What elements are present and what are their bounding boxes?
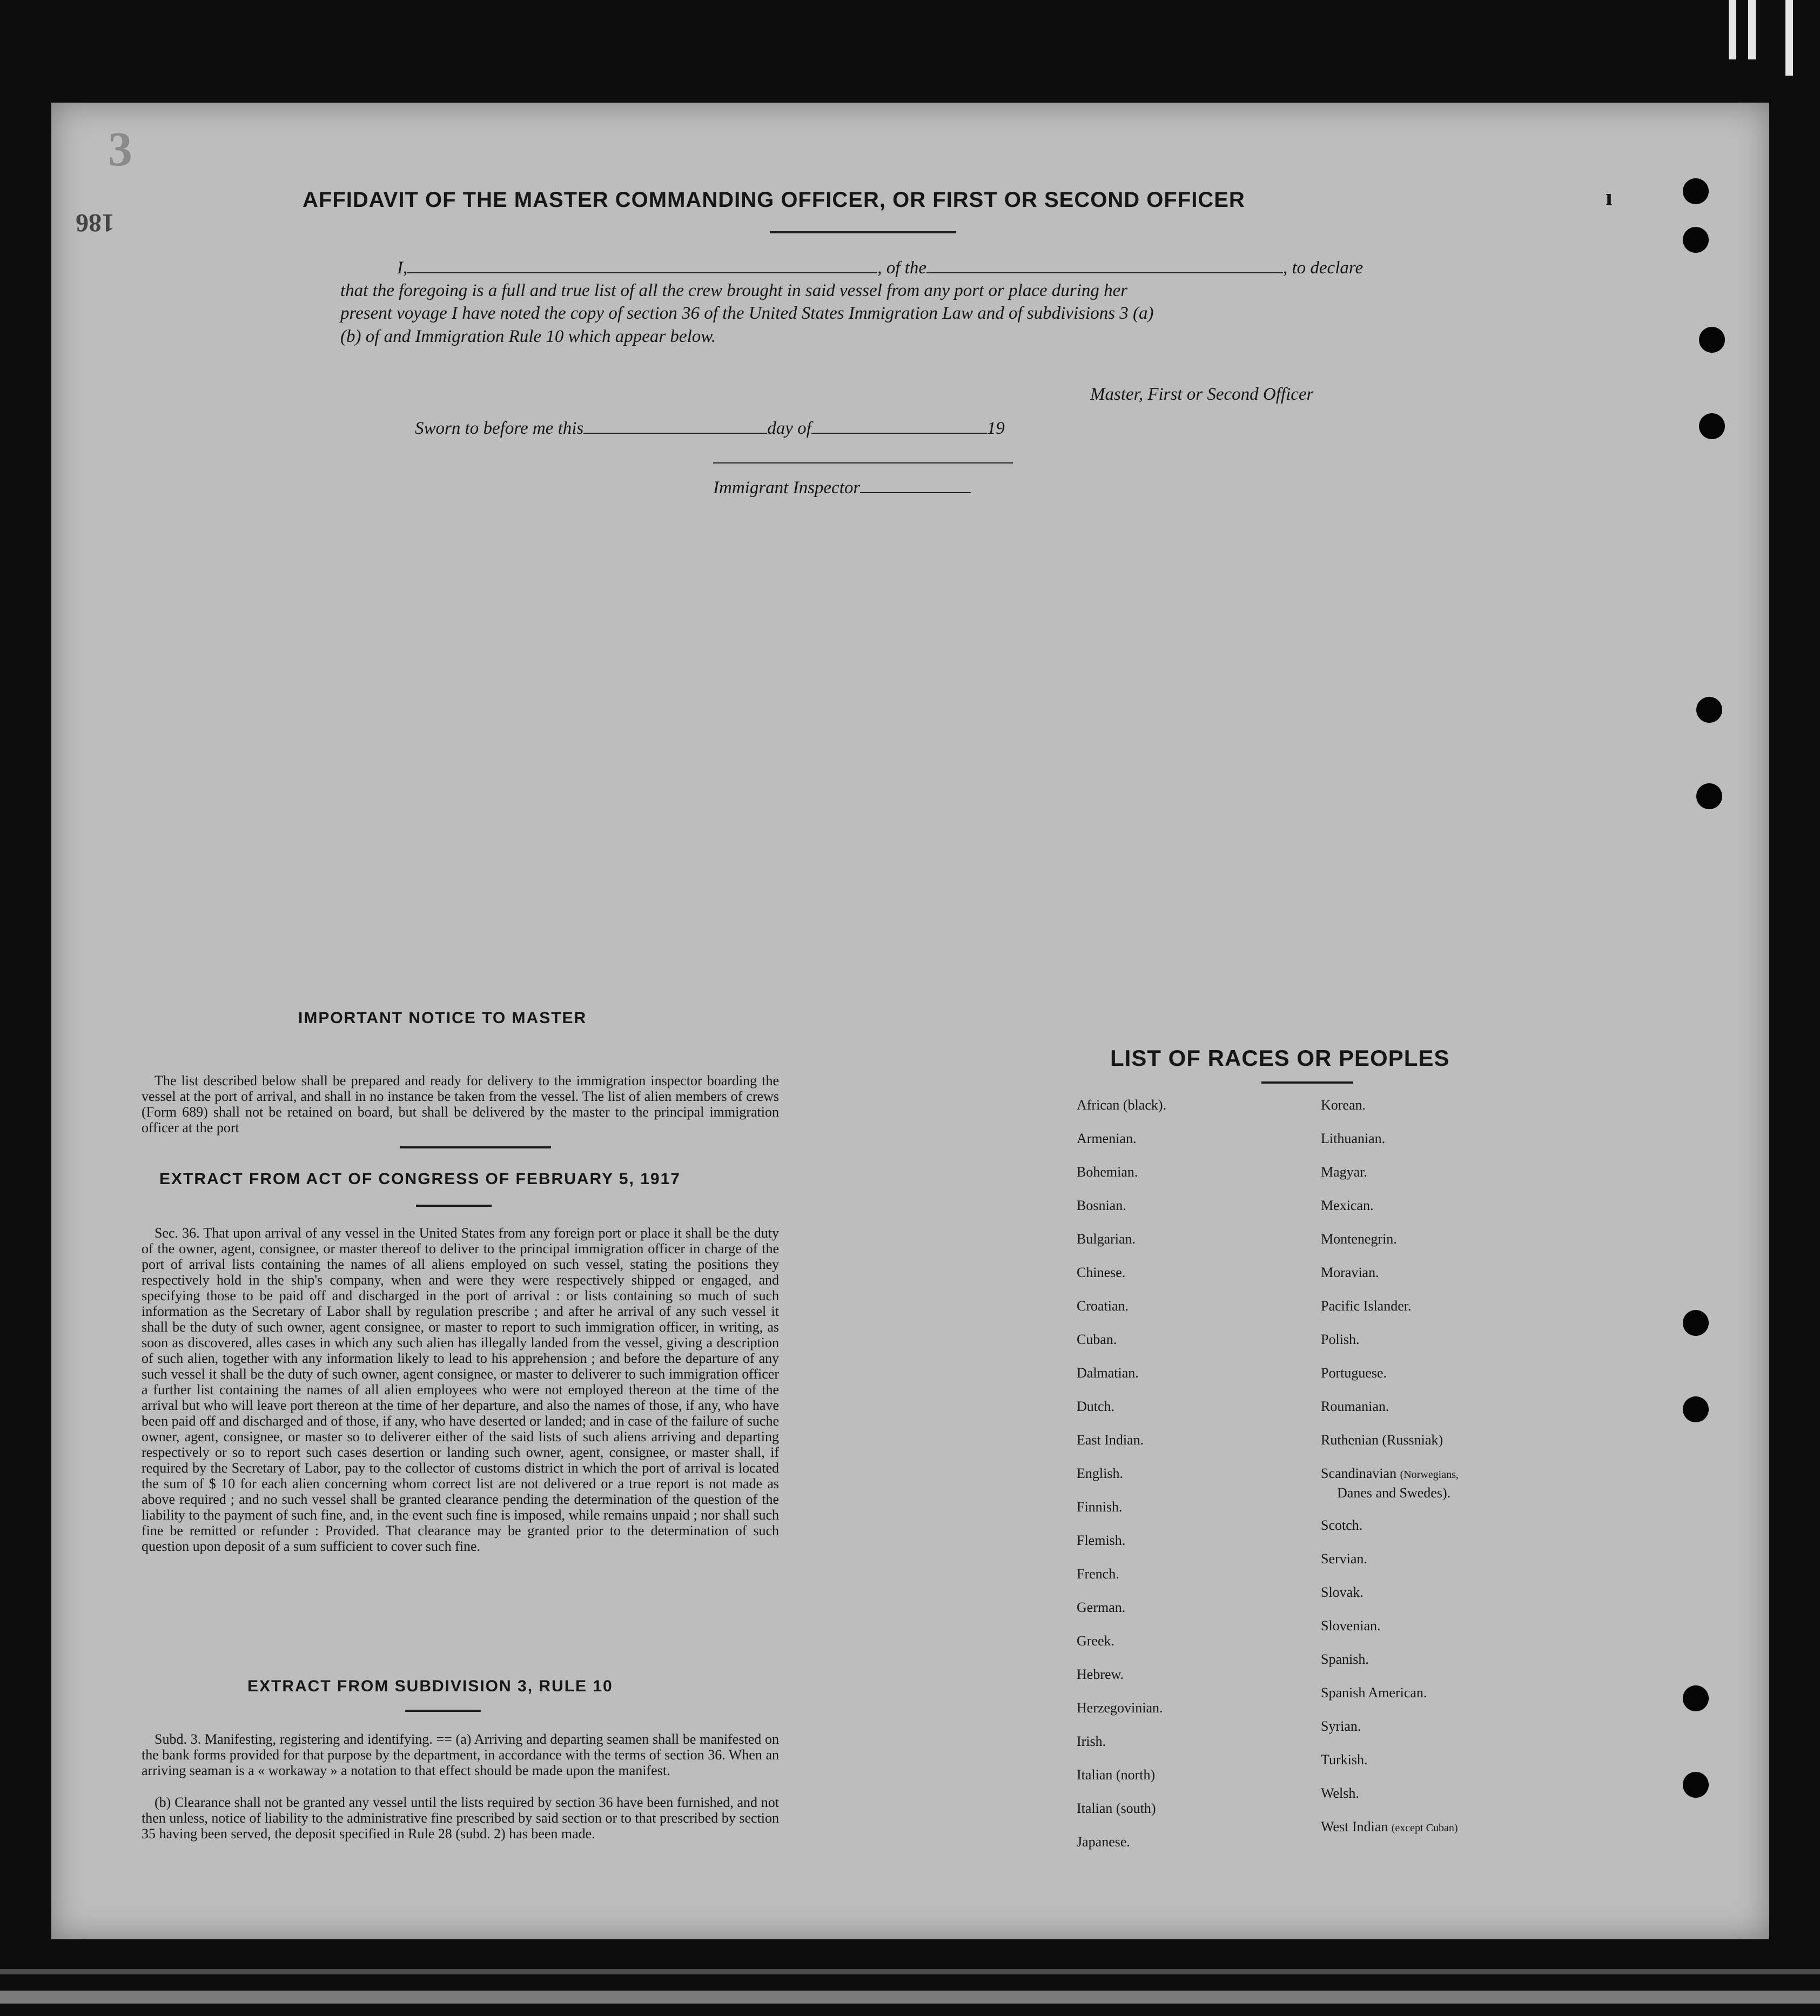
affidavit-line-1 xyxy=(397,258,1363,278)
race-item: Polish. xyxy=(1321,1332,1360,1347)
race-item: Mexican. xyxy=(1321,1198,1374,1213)
affidavit-i: I, xyxy=(397,258,408,278)
race-item: Italian (north) xyxy=(1077,1767,1156,1783)
race-item: Roumanian. xyxy=(1321,1399,1389,1414)
race-item: French. xyxy=(1077,1566,1119,1582)
race-item: Dutch. xyxy=(1077,1399,1115,1414)
punch-hole xyxy=(1683,227,1709,253)
month-blank xyxy=(811,432,987,434)
race-item: Welsh. xyxy=(1321,1785,1359,1801)
race-item: Bosnian. xyxy=(1077,1198,1126,1213)
day-blank xyxy=(583,432,767,434)
race-item: Lithuanian. xyxy=(1321,1131,1386,1146)
film-mark xyxy=(1785,0,1793,76)
race-scandinavian-note: (Norwegians, xyxy=(1400,1469,1459,1481)
race-item: Spanish. xyxy=(1321,1651,1369,1667)
race-item: Armenian. xyxy=(1077,1131,1137,1146)
race-item: Spanish American. xyxy=(1321,1685,1427,1701)
punch-hole xyxy=(1683,1310,1709,1336)
race-item: Cuban. xyxy=(1077,1332,1117,1347)
race-item: Greek. xyxy=(1077,1633,1115,1649)
punch-hole xyxy=(1696,697,1722,723)
extract-rule-rule xyxy=(405,1710,481,1712)
race-item: Moravian. xyxy=(1321,1265,1379,1280)
race-item xyxy=(1321,1462,1459,1485)
vessel-blank xyxy=(926,272,1283,273)
race-item: Chinese. xyxy=(1077,1265,1126,1280)
notice-rule xyxy=(400,1146,551,1148)
race-item: Bulgarian. xyxy=(1077,1231,1136,1247)
film-mark xyxy=(1748,0,1756,59)
races-column-1 xyxy=(1077,1088,1166,1859)
sworn-text: Sworn to before me this xyxy=(415,419,584,438)
inspector-blank xyxy=(860,492,971,493)
master-signature-label: Master, First or Second Officer xyxy=(1090,385,1314,404)
race-item: Dalmatian. xyxy=(1077,1365,1139,1381)
race-item: Herzegovinian. xyxy=(1077,1700,1163,1716)
film-mark xyxy=(1729,0,1736,59)
punch-hole xyxy=(1696,783,1722,809)
races-rule xyxy=(1261,1081,1353,1084)
race-item: English. xyxy=(1077,1466,1123,1481)
sworn-line xyxy=(415,419,1005,439)
sworn-day-of: day of xyxy=(767,419,811,438)
extract-rule-text-a: Subd. 3. Manifesting, registering and identifying. == (a) Arriving and departing seamen shall be manifested on the bank forms provided for that purpose by the department, in accordance with the terms of section 36. When an arriving seaman is a « workaway » a notation to that effect should be made upon the manifest. xyxy=(142,1731,779,1778)
race-item: Syrian. xyxy=(1321,1718,1361,1734)
race-item: Magyar. xyxy=(1321,1164,1367,1180)
inspector-label: Immigrant Inspector xyxy=(713,478,861,498)
race-item: Turkish. xyxy=(1321,1752,1368,1768)
scan-edge-bottom xyxy=(0,1991,1820,2004)
race-item: Flemish. xyxy=(1077,1533,1126,1548)
race-item: German. xyxy=(1077,1600,1126,1615)
notice-title: IMPORTANT NOTICE TO MASTER xyxy=(298,1009,587,1027)
extract-act-text: Sec. 36. That upon arrival of any vessel in the United States from any foreign port or place it shall be the duty of the owner, agent, consignee, or master thereof to deliver to the principal immigration officer in charge of the port of arrival lists containing the names of all aliens employed on such vessel, stating the positions they respectively hold in the ship's company, when and were they were respectively shipped or engaged, and specifying those to be paid off and discharged in the port of arrival : or lists containing so much of such information as the Secretary of Labor shall by regulation prescribe ; and after he arrival of any such vessel it shall be the duty of such owner, agent consignee, or master to report to such immigration officer, in writing, as soon as discovered, alles cases in which any such alien has illegally landed from the vessel, giving a description of such alien, together with any information likely to lead to his apprehension ; and before the departure of any such vessel it shall be the duty of such owner, agent consignee, or master to deliverer to such immigration officer a further list containing the names of all alien employees who were not employed thereon at the time of the arrival but who will leave port thereon at the time of her departure, and also the names of those, if any, who have been paid off and discharged and of those, if any, who have deserted or landed; and in case of the failure of suche owner, agent, consignee, or master so to deliverer either of the said lists of such aliens arriving and departing respectively or so to report such cases desertion or landing such owner, agent, consignee, or master shall, if required by the Secretary of Labor, pay to the collector of customs district in which the port of arrival is located the sum of $ 10 for each alien concerning whom correct list are not delivered or a true report is not made as above required ; and no such vessel shall be granted clearance pending the determination of the question of the liability to the payment of such fine, and, in the event such fine is imposed, while remains unpaid ; nor shall such fine be remitted or refunder : Provided. That clearance may be granted prior to the determination of such question upon deposit of a sum sufficient to cover such fine. xyxy=(142,1225,779,1554)
page-number-top: 3 xyxy=(108,123,132,176)
race-item: Montenegrin. xyxy=(1321,1231,1397,1247)
race-west-indian: West Indian xyxy=(1321,1819,1388,1834)
races-column-2 xyxy=(1321,1088,1459,1844)
punch-hole xyxy=(1699,327,1725,353)
extract-rule-title: EXTRACT FROM SUBDIVISION 3, RULE 10 xyxy=(247,1677,613,1695)
punch-hole xyxy=(1683,1685,1709,1711)
race-item: Bohemian. xyxy=(1077,1164,1138,1180)
race-item-continued xyxy=(1321,1485,1459,1509)
punch-hole xyxy=(1683,1772,1709,1798)
affidavit-line-4: (b) of and Immigration Rule 10 which appear below. xyxy=(340,327,716,346)
race-item: Pacific Islander. xyxy=(1321,1298,1412,1314)
punch-hole xyxy=(1683,1396,1709,1422)
name-blank xyxy=(407,272,877,273)
race-item: Japanese. xyxy=(1077,1834,1130,1850)
race-item: East Indian. xyxy=(1077,1432,1144,1448)
race-item xyxy=(1321,1810,1459,1844)
affidavit-mark: ı xyxy=(1606,183,1613,211)
race-item: Irish. xyxy=(1077,1733,1106,1749)
punch-hole xyxy=(1699,413,1725,439)
affidavit-line-2: that the foregoing is a full and true list of all the crew brought in said vessel from any port or place during her xyxy=(340,281,1128,300)
extract-act-title: EXTRACT FROM ACT OF CONGRESS OF FEBRUARY 5, 1917 xyxy=(159,1170,681,1188)
race-item: Servian. xyxy=(1321,1551,1367,1567)
punch-hole xyxy=(1683,178,1709,204)
race-scandinavian: Scandinavian xyxy=(1321,1466,1397,1481)
inspector-signature-blank xyxy=(713,462,1013,463)
races-title: LIST OF RACES OR PEOPLES xyxy=(1110,1045,1450,1071)
race-item: Portuguese. xyxy=(1321,1365,1387,1381)
scan-edge xyxy=(0,1969,1820,1974)
race-item: Hebrew. xyxy=(1077,1666,1124,1682)
race-item: African (black). xyxy=(1077,1097,1167,1113)
race-west-indian-note: (except Cuban) xyxy=(1391,1822,1458,1834)
affidavit-title: AFFIDAVIT OF THE MASTER COMMANDING OFFICER, OR FIRST OR SECOND OFFICER xyxy=(303,188,1245,212)
race-item: Slovak. xyxy=(1321,1584,1364,1600)
race-item: Slovenian. xyxy=(1321,1618,1381,1634)
extract-act-rule xyxy=(416,1205,492,1207)
race-item: Korean. xyxy=(1321,1097,1366,1113)
race-item: Ruthenian (Russniak) xyxy=(1321,1432,1443,1448)
race-item: Italian (south) xyxy=(1077,1800,1156,1816)
affidavit-to-declare: , to declare xyxy=(1282,258,1364,278)
extract-rule-text-b: (b) Clearance shall not be granted any vessel until the lists required by section 36 have been furnished, and not then unless, notice of liability to the administrative fine prescribed by said section or to that prescribed by section 35 having been served, the deposit specified in Rule 28 (subd. 2) has been made. xyxy=(142,1795,779,1842)
race-item: Croatian. xyxy=(1077,1298,1129,1314)
notice-text: The list described below shall be prepared and ready for delivery to the immigration inspector boarding the vessel at the port of arrival, and shall in no instance be taken from the vessel. The list of alien members of crews (Form 689) shall not be retained on board, but shall be delivered by the master to the principal immigration officer at the port xyxy=(142,1073,779,1135)
race-item: Scotch. xyxy=(1321,1517,1363,1533)
race-item: Finnish. xyxy=(1077,1499,1123,1515)
inspector-line xyxy=(713,478,971,498)
affidavit-rule xyxy=(770,231,956,233)
affidavit-line-3: present voyage I have noted the copy of section 36 of the United States Immigration Law and of subdivisions 3 (a) xyxy=(340,304,1154,323)
race-scandinavian-line2: Danes and Swedes). xyxy=(1337,1485,1451,1501)
sworn-year: 19 xyxy=(986,419,1005,438)
page-number-side: 186 xyxy=(76,209,115,237)
affidavit-of-the: , of the xyxy=(877,258,926,278)
